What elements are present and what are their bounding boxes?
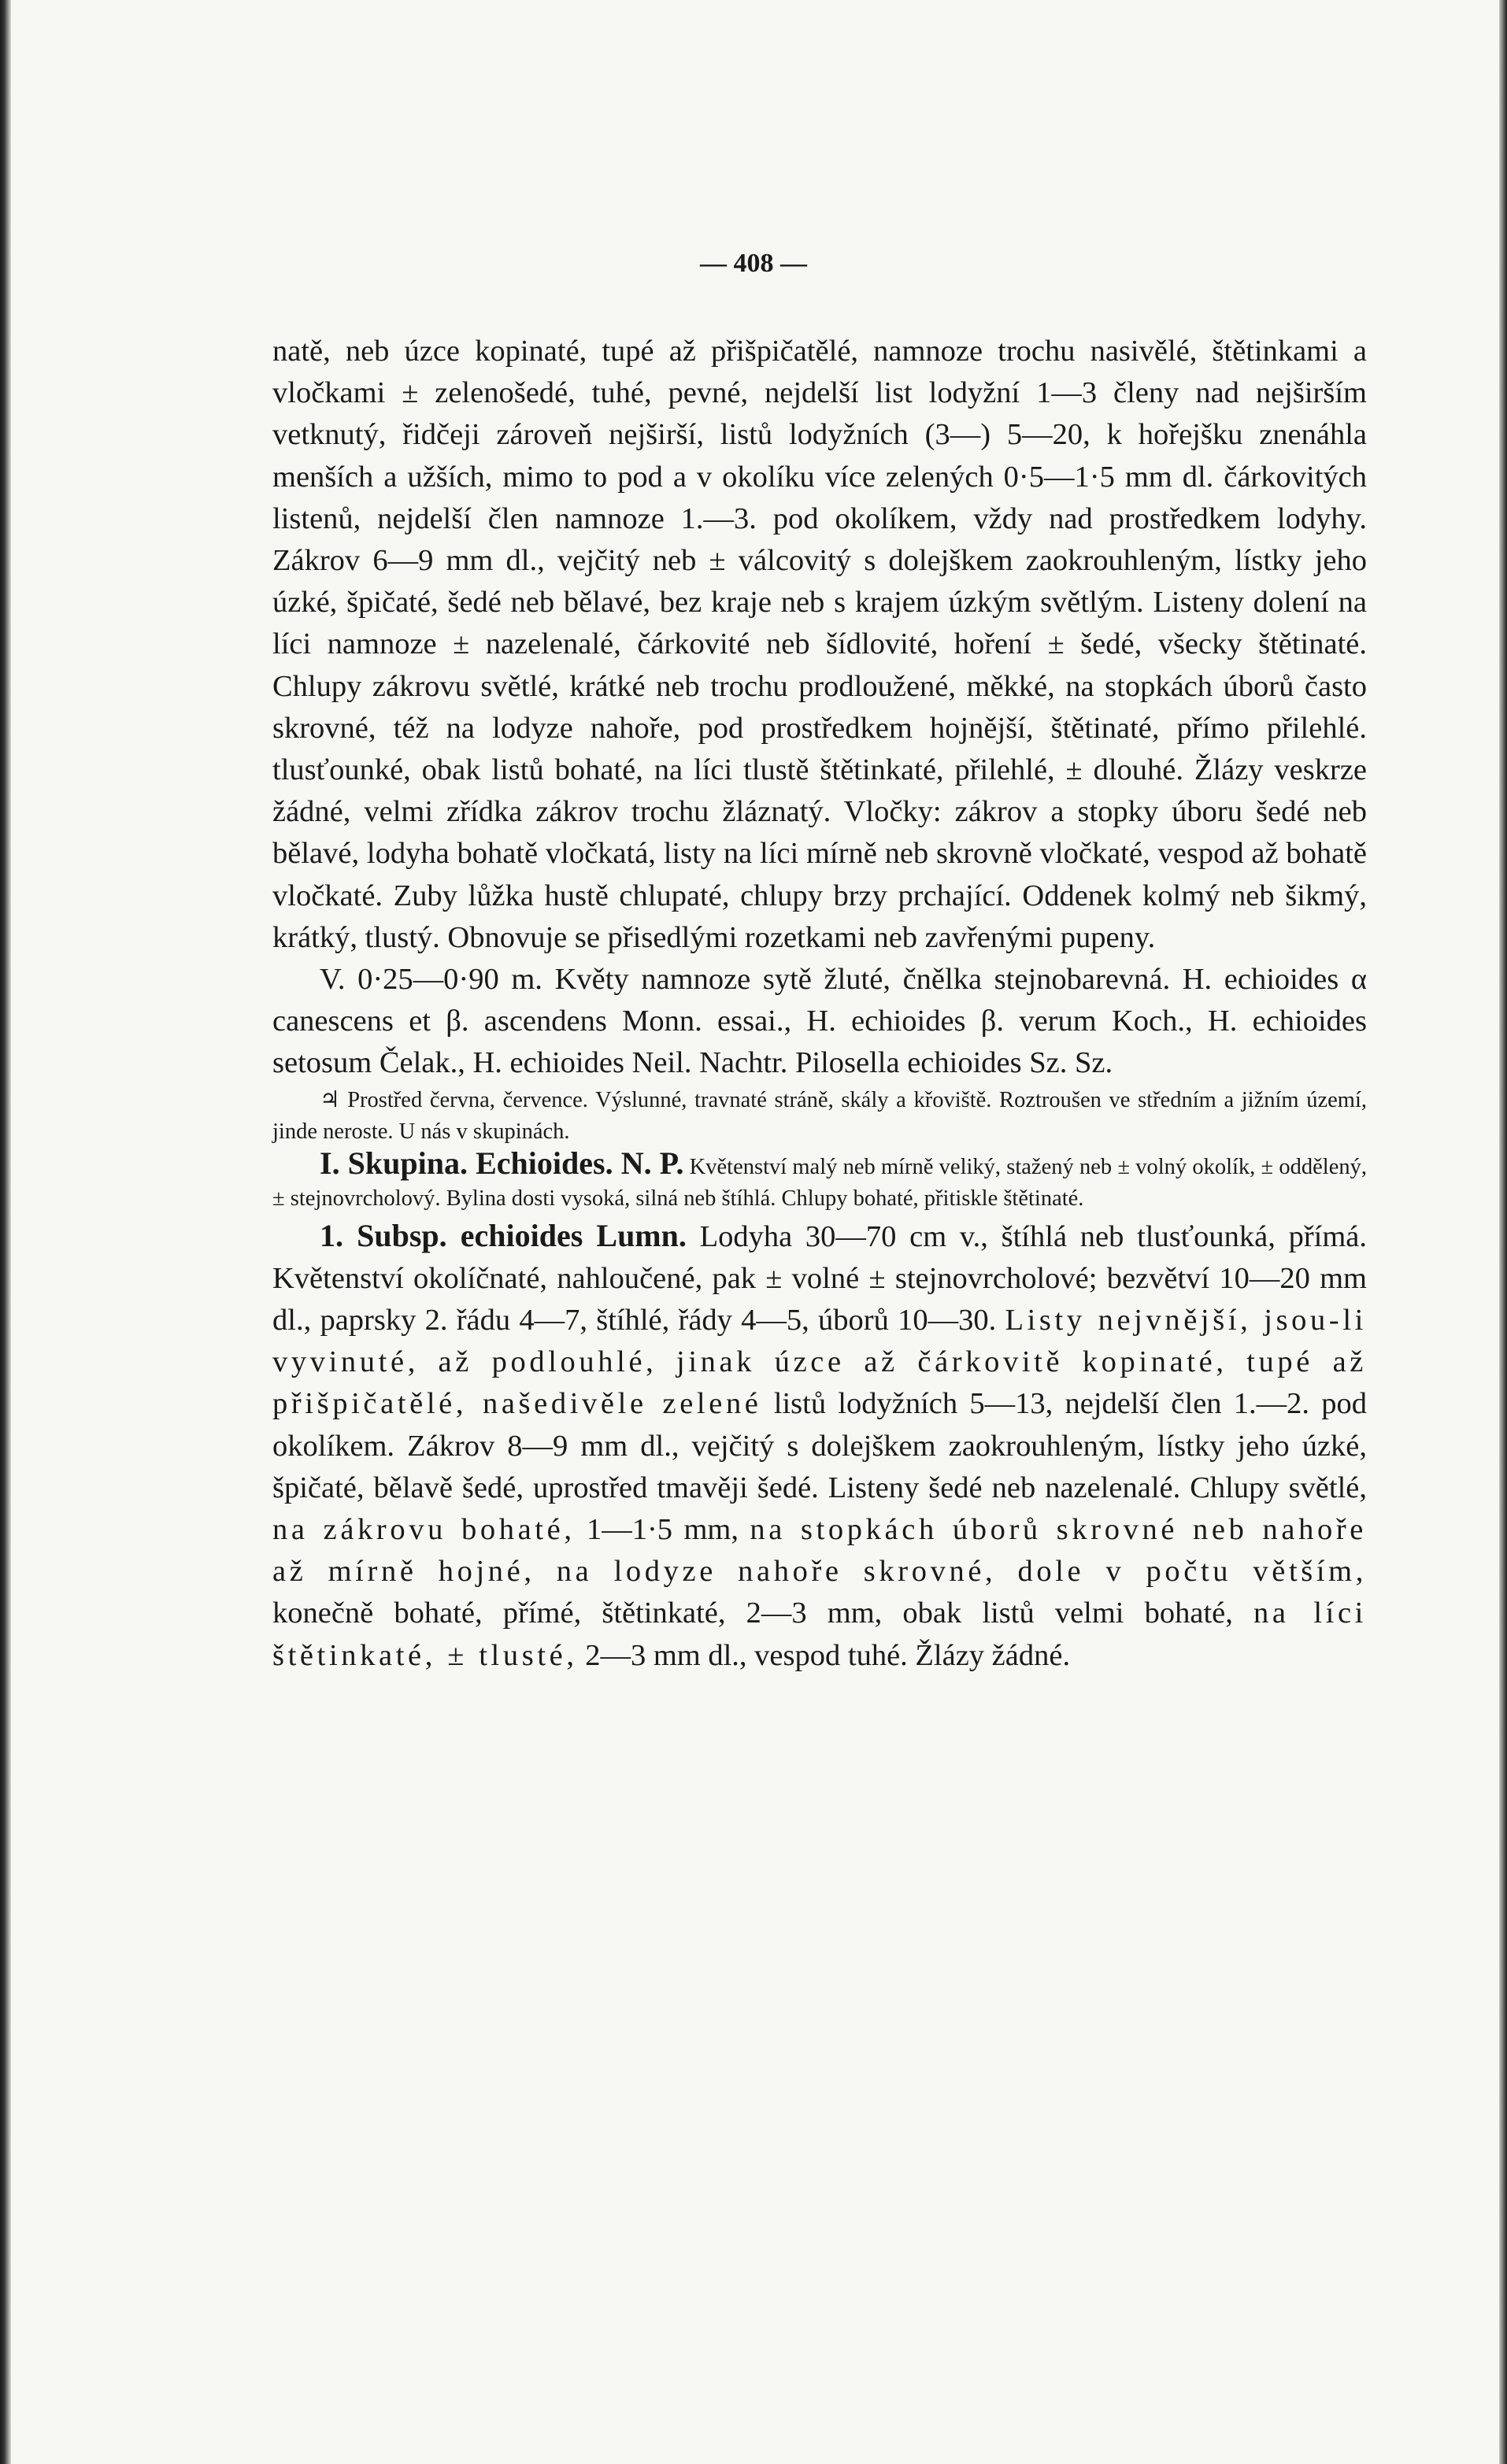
synonyms-paragraph: V. 0·25—0·90 m. Květy namnoze sytě žluté, čnělka stejnobarevná. H. echioides α canescens et β. ascendens Monn. essai., H. echioides β. verum Koch., H. echioides setosum Čelak., H. echioides Neil. Nachtr. Pilosella echioides Sz. Sz. (272, 963, 1367, 1080)
group-text: Květenství malý neb mírně veliký, stažený neb ± volný okolík, ± oddělený, ± stejnovrcholový. Bylina dosti vysoká, silná neb štíhlá. Chlupy bohaté, přitiskle štětinaté. (272, 1154, 1367, 1211)
subspecies-heading: 1. Subsp. echioides Lumn. (320, 1217, 687, 1253)
subspecies-text-4: konečně bohaté, přímé, štětinkaté, 2—3 mm, obak listů velmi bohaté, (272, 1596, 1254, 1630)
subspecies-spaced-text-2: na zákrovu bohaté, (272, 1513, 576, 1547)
page-edge-shadow-left (0, 0, 11, 2464)
subspecies-text-1: Lodyha 30—70 cm v., štíhlá neb tlusťounká, přímá. Květenství okolíčnaté, nahloučené, pak ± volné ± stejnovrcholové; bezvětví 10—20 mm dl., paprsky 2. řádu 4—7, štíhlé, řády 4—5, úborů 10—30. (272, 1219, 1368, 1337)
subspecies-text-5: 2—3 mm dl., vespod tuhé. Žlázy žádné. (577, 1638, 1071, 1672)
group-heading: I. Skupina. Echioides. N. P. (320, 1145, 684, 1181)
subspecies-text-2: listů lodyžních 5—13, nejdelší člen 1.—2. pod okolíkem. Zákrov 8—9 mm dl., vejčitý s dolejškem zaokrouhleným, lístky jeho úzké, špičaté, bělavě šedé, uprostřed tmavěji šedé. Listeny šedé neb nazelenalé. Chlupy světlé, (272, 1387, 1367, 1504)
subspecies-spaced-text-3: na stopkách úborů skrovné neb nahoře až mírně hojné, na lodyze nahoře skrovné, dole v počtu větším, (272, 1513, 1367, 1589)
habitat-note: ♃ Prostřed června, července. Výslunné, travnaté stráně, skály a křoviště. Roztroušen ve středním a jižním území, jinde neroste. U nás v skupinách. (272, 1087, 1367, 1144)
subspecies-spaced-text-4: na líci štětinkaté, ± tlusté, (272, 1596, 1368, 1672)
group-description (272, 1145, 1367, 1215)
page-edge-shadow-right (1499, 0, 1507, 2464)
subspecies-spaced-text-1: Listy nejvnější, jsou-li vyvinuté, až podlouhlé, jinak úzce až čárkovitě kopinaté, tupé až přišpičatělé, našedivěle zelené (272, 1304, 1367, 1421)
species-description-paragraph: natě, neb úzce kopinaté, tupé až přišpičatělé, namnoze trochu nasivělé, štětinkami a vločkami ± zelenošedé, tuhé, pevné, nejdelší list lodyžní 1—3 členy nad nejširším vetknutý, řidčeji zároveň nejširší, listů lodyžních (3—) 5—20, k hořejšku znenáhla menších a užších, mimo to pod a v okolíku více zelených 0·5—1·5 mm dl. čárkovitých listenů, nejdelší člen namnoze 1.—3. pod okolíkem, vždy nad prostředkem lodyhy. Zákrov 6—9 mm dl., vejčitý neb ± válcovitý s dolejškem zaokrouhleným, lístky jeho úzké, špičaté, šedé neb bělavé, bez kraje neb s krajem úzkým světlým. Listeny dolení na líci namnoze ± nazelenalé, čárkovité neb šídlovité, hoření ± šedé, všecky štětinaté. Chlupy zákrovu světlé, krátké neb trochu prodloužené, měkké, na stopkách úborů často skrovné, též na lodyze nahoře, pod prostředkem hojnější, štětinaté, přímo přilehlé. tlusťounké, obak listů bohaté, na líci tlustě štětinkaté, přilehlé, ± dlouhé. Žlázy veskrze žádné, velmi zřídka zákrov trochu žláznatý. Vločky: zákrov a stopky úboru šedé neb bělavé, lodyha bohatě vločkatá, listy na líci mírně neb skrovně vločkaté, vespod až bohatě vločkaté. Zuby lůžka hustě chlupaté, chlupy brzy prchající. Oddenek kolmý neb šikmý, krátký, tlustý. Obnovuje se přisedlými rozetkami neb zavřenými pupeny. (272, 335, 1367, 954)
subspecies-description (272, 1215, 1367, 1677)
page-number: — 408 — (700, 249, 807, 278)
text-body (272, 331, 1367, 1677)
subspecies-text-3: 1—1·5 mm, (575, 1513, 750, 1547)
